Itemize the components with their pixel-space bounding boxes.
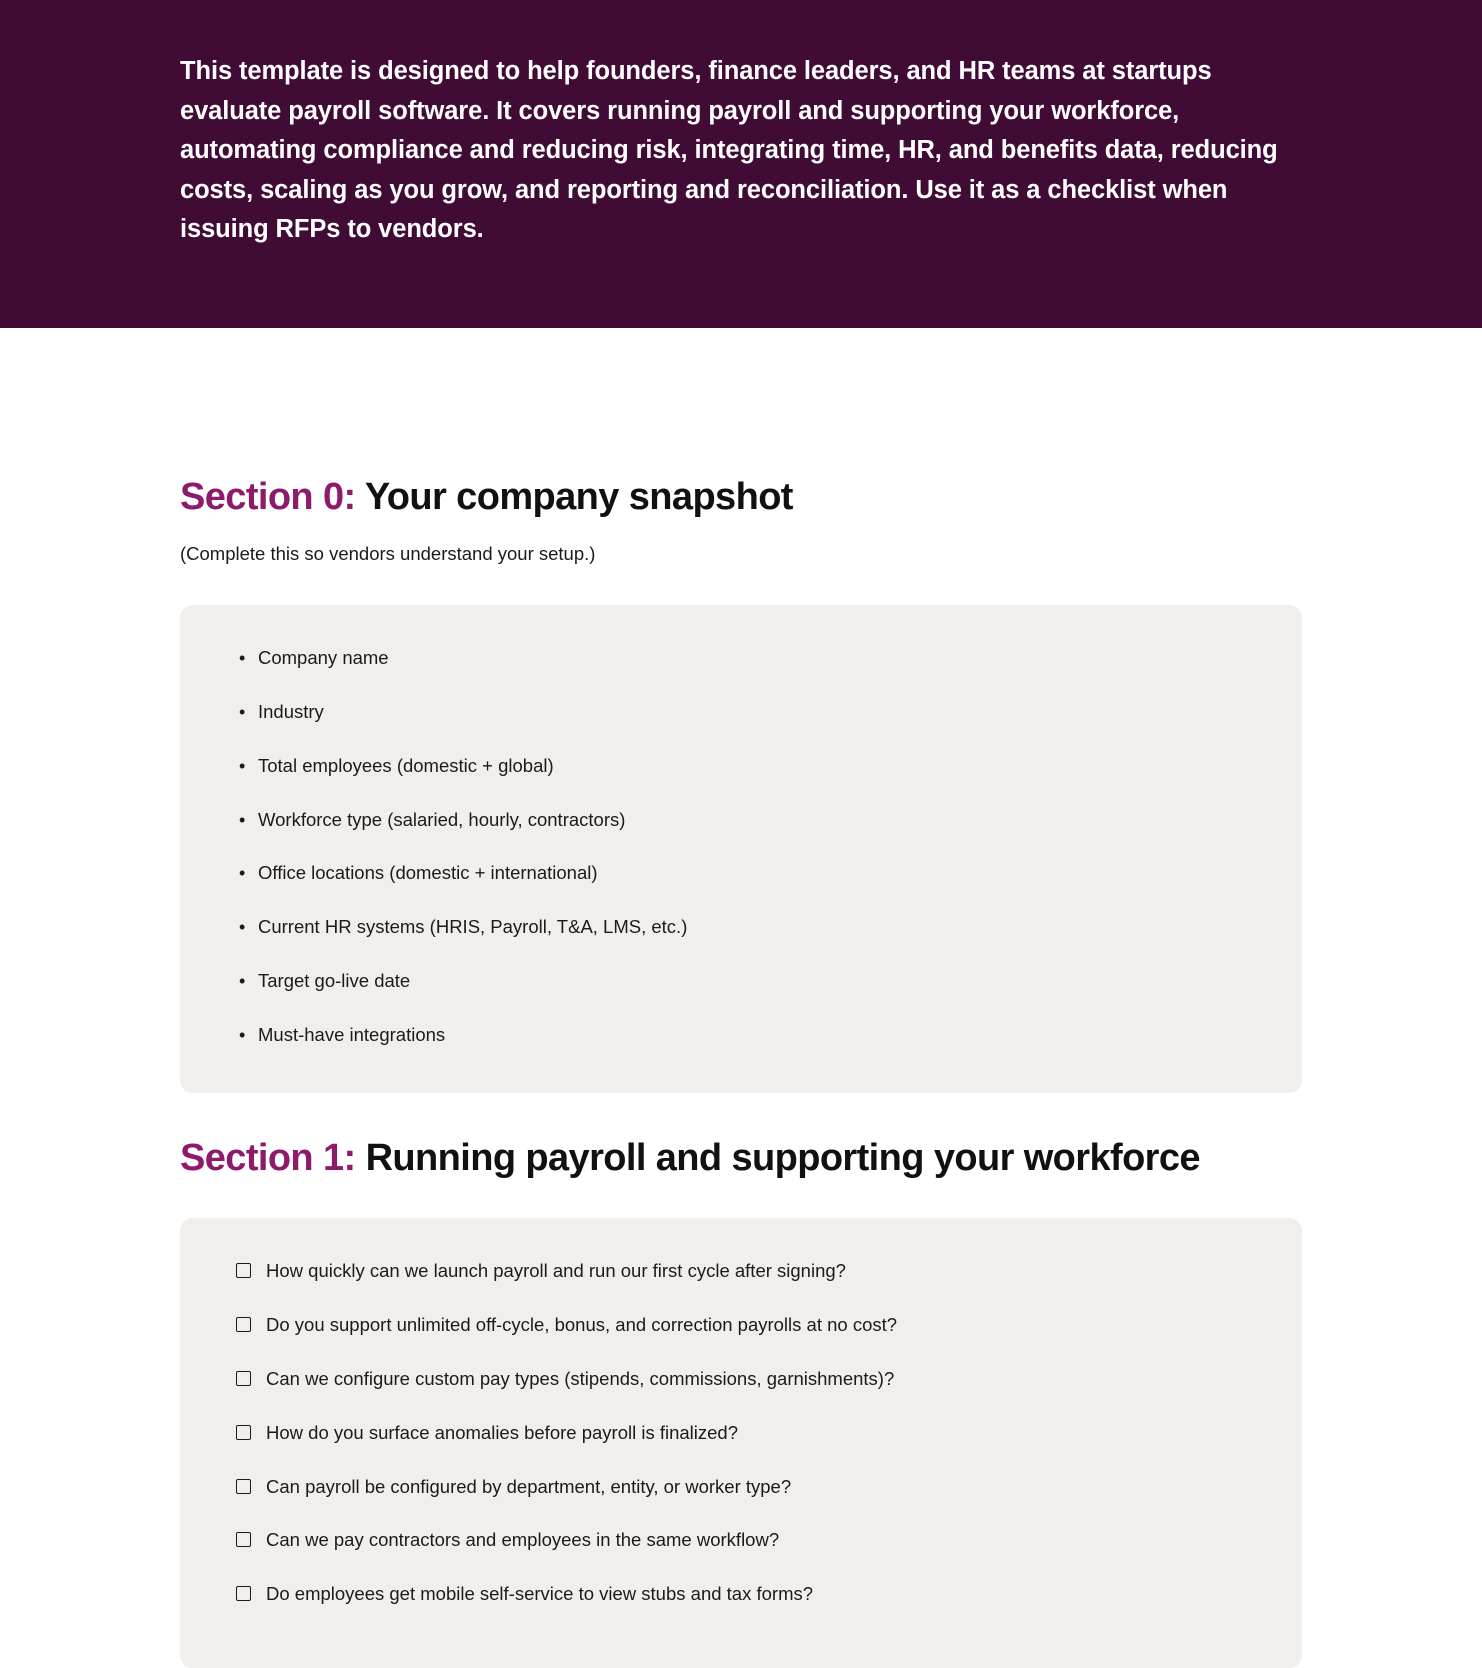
checkbox-icon[interactable] (236, 1317, 251, 1332)
list-item-label: Industry (258, 700, 324, 722)
list-item (236, 968, 1246, 995)
checklist-item[interactable] (236, 1527, 1246, 1554)
checkbox-icon[interactable] (236, 1263, 251, 1278)
list-item (236, 699, 1246, 726)
bullet-icon: • (239, 701, 246, 722)
list-item (236, 645, 1246, 672)
checklist-item[interactable] (236, 1312, 1246, 1339)
list-item-label: Current HR systems (HRIS, Payroll, T&A, LMS, etc.) (258, 916, 688, 938)
section-1-card (180, 1218, 1302, 1668)
section-0-heading (180, 476, 1302, 520)
checklist-item-label: Can we configure custom pay types (stipends, commissions, garnishments)? (266, 1367, 895, 1389)
bullet-icon: • (239, 1024, 246, 1045)
list-item-label: Company name (258, 647, 389, 669)
section-spacer (180, 1093, 1302, 1137)
section-0-card (180, 605, 1302, 1093)
list-item (236, 860, 1246, 887)
checklist-item[interactable] (236, 1581, 1246, 1608)
bullet-icon: • (239, 809, 246, 830)
hero-inner (166, 52, 1316, 250)
section-1-heading (180, 1137, 1302, 1181)
checklist-item[interactable] (236, 1258, 1246, 1285)
checklist-item-label: Can we pay contractors and employees in the same workflow? (266, 1529, 780, 1551)
list-item-label: Total employees (domestic + global) (258, 754, 554, 776)
section-1-title: Running payroll and supporting your workforce (355, 1136, 1200, 1179)
bullet-icon: • (239, 971, 246, 992)
checkbox-icon[interactable] (236, 1586, 251, 1601)
list-item (236, 807, 1246, 834)
top-spacer (180, 328, 1302, 476)
checklist-item-label: Can payroll be configured by department, entity, or worker type? (266, 1475, 792, 1497)
checklist-item[interactable] (236, 1420, 1246, 1447)
bullet-icon: • (239, 917, 246, 938)
checkbox-icon[interactable] (236, 1371, 251, 1386)
bullet-icon: • (239, 863, 246, 884)
hero-banner (0, 0, 1482, 328)
checkbox-icon[interactable] (236, 1532, 251, 1547)
list-item (236, 753, 1246, 780)
section-1-label: Section 1: (180, 1136, 356, 1179)
list-item-label: Target go-live date (258, 970, 411, 992)
checklist-item-label: How quickly can we launch payroll and run our first cycle after signing? (266, 1260, 846, 1282)
list-item-label: Must-have integrations (258, 1023, 446, 1045)
section-0-list (236, 645, 1246, 1049)
checklist-item-label: Do you support unlimited off-cycle, bonus, and correction payrolls at no cost? (266, 1314, 898, 1336)
checklist-item-label: How do you surface anomalies before payroll is finalized? (266, 1421, 739, 1443)
checklist-item-label: Do employees get mobile self-service to view stubs and tax forms? (266, 1583, 814, 1605)
intro-paragraph: This template is designed to help founders, finance leaders, and HR teams at startups evaluate payroll software. It covers running payroll and supporting your workforce, automating compliance and reducing risk, integrating time, HR, and benefits data, reducing costs, scaling as you grow, and reporting and reconciliation. Use it as a checklist when issuing RFPs to vendors. (180, 57, 1278, 244)
list-item-label: Workforce type (salaried, hourly, contractors) (258, 808, 626, 830)
section-0-title: Your company snapshot (355, 475, 793, 518)
section-1-checklist (236, 1258, 1246, 1608)
list-item-label: Office locations (domestic + international) (258, 862, 598, 884)
bullet-icon: • (239, 755, 246, 776)
main-content (166, 328, 1316, 1668)
list-item (236, 1022, 1246, 1049)
section-0-note: (Complete this so vendors understand your setup.) (180, 543, 596, 565)
checklist-item[interactable] (236, 1474, 1246, 1501)
bullet-icon: • (239, 648, 246, 669)
checklist-item[interactable] (236, 1366, 1246, 1393)
checkbox-icon[interactable] (236, 1425, 251, 1440)
checkbox-icon[interactable] (236, 1479, 251, 1494)
section-0-label: Section 0: (180, 475, 356, 518)
list-item (236, 914, 1246, 941)
